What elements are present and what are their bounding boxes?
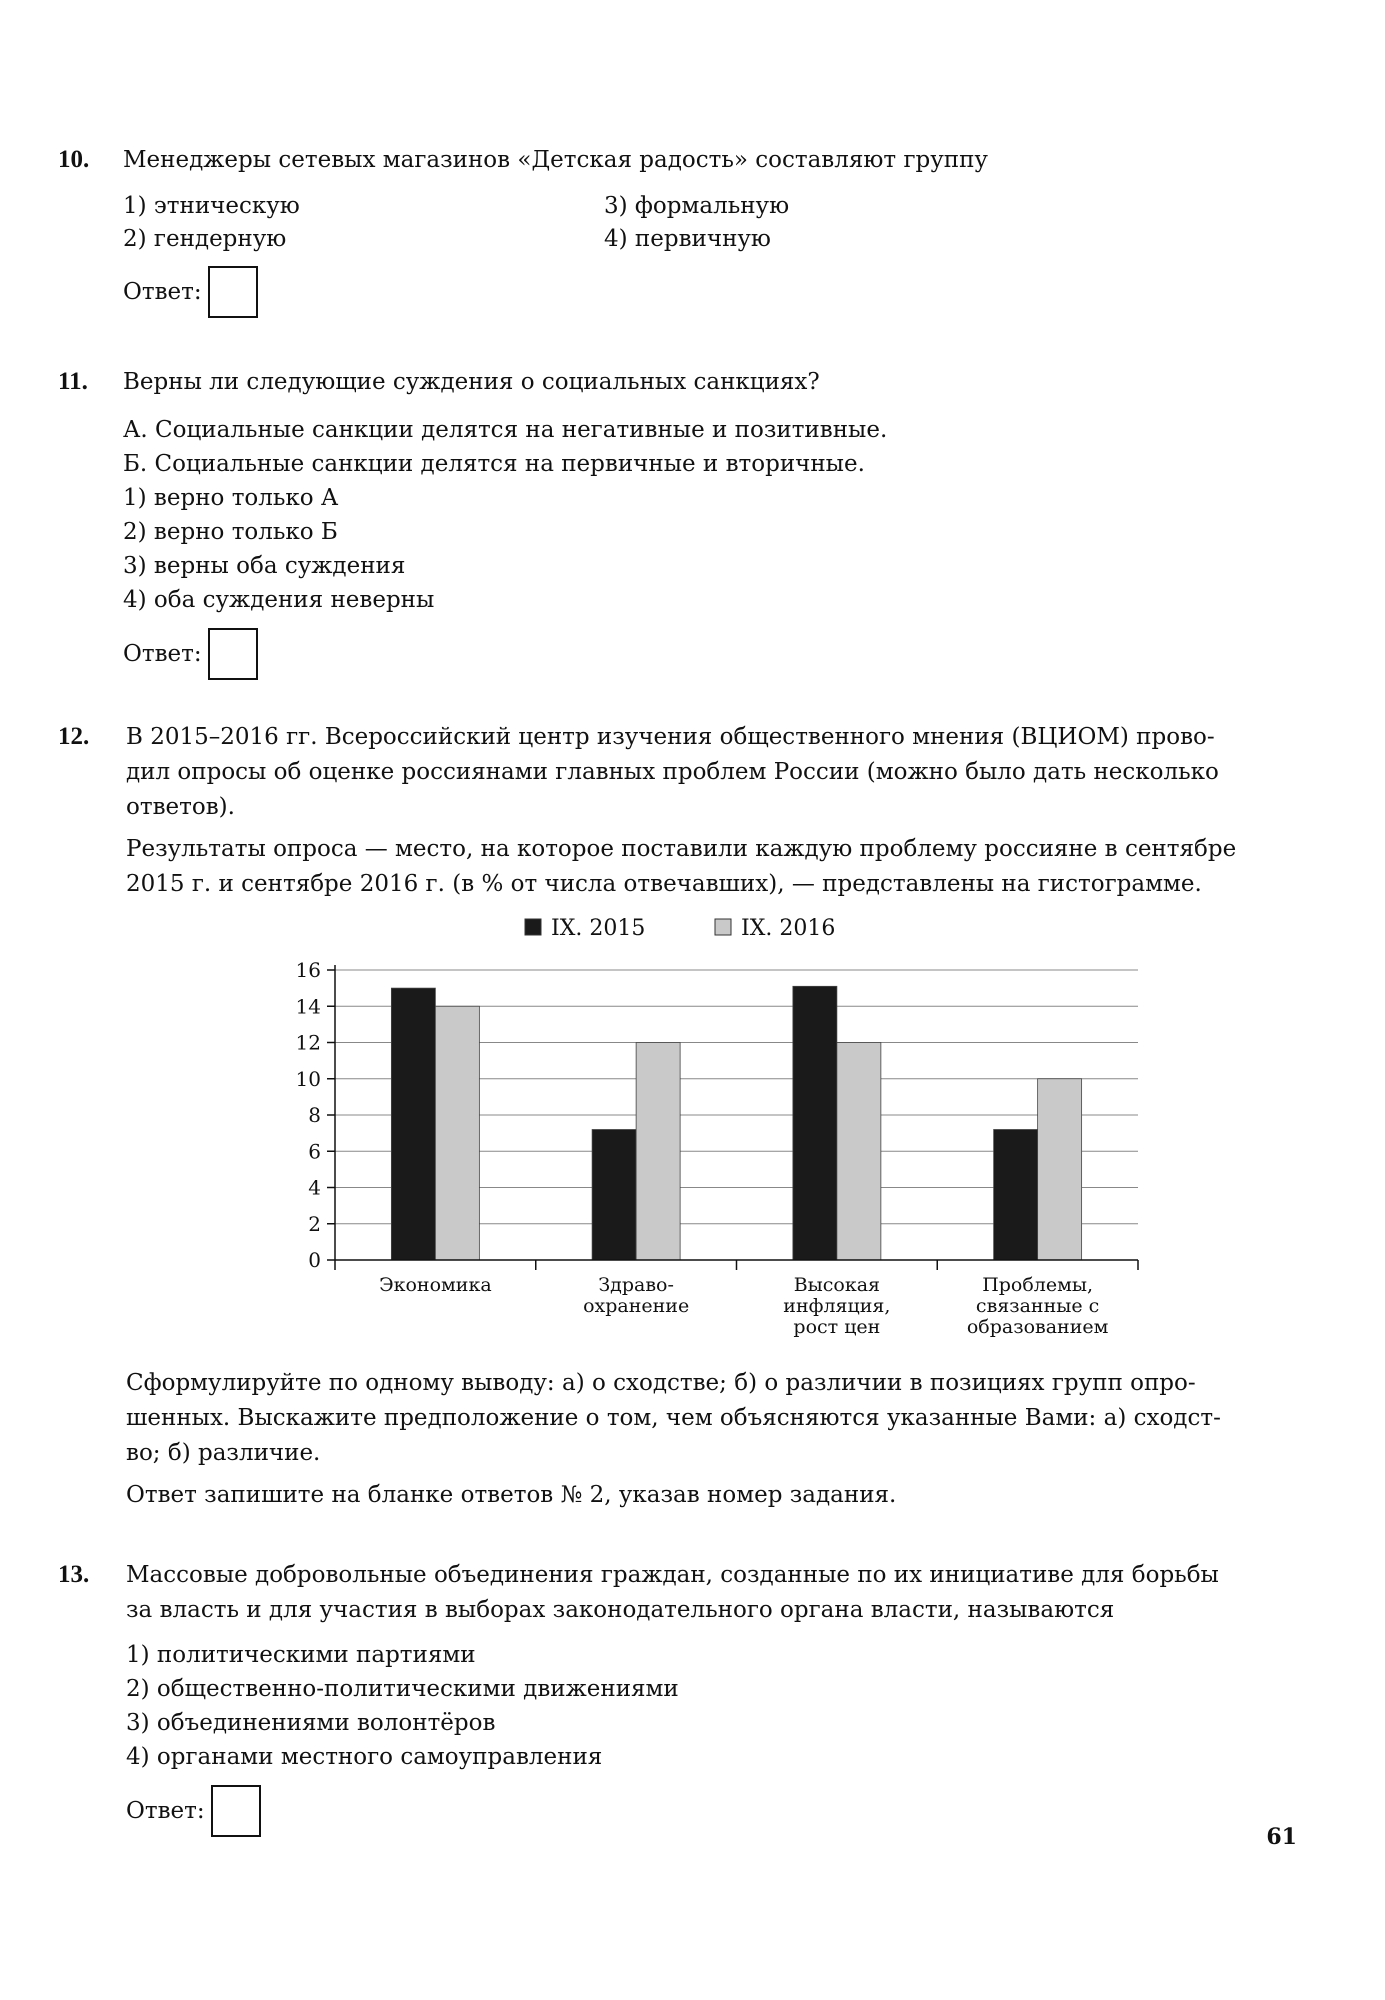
legend-label-1: IX. 2015 [551,916,646,941]
x-category-label: инфляция, [783,1295,891,1317]
q10-answer-box[interactable] [208,266,258,318]
q11-answer-box[interactable] [208,628,258,680]
legend-label-2: IX. 2016 [741,916,836,941]
q11-option-4: 4) оба суждения неверны [123,587,435,613]
x-category-label: образованием [966,1316,1109,1338]
question-12-number: 12. [58,723,90,750]
q11-option-3: 3) верны оба суждения [123,553,406,579]
q12-para2-line1: Результаты опроса — место, на которое поставили каждую проблему россияне в сентябре [126,836,1237,862]
q12-task-line1: Сформулируйте по одному выводу: а) о сходстве; б) о различии в позициях групп опро- [126,1370,1196,1396]
q10-option-3: 3) формальную [604,193,790,219]
y-tick-label: 16 [295,958,321,982]
q11-statement-a: А. Социальные санкции делятся на негативные и позитивные. [123,417,888,443]
x-category-label: рост цен [793,1316,881,1338]
question-10-number: 10. [58,146,90,173]
question-10-text: Менеджеры сетевых магазинов «Детская радость» составляют группу [123,147,988,173]
q11-answer [123,628,258,680]
q12-task-line2: шенных. Выскажите предположение о том, чем объясняются указанные Вами: а) сходст- [126,1405,1221,1431]
y-tick-label: 0 [308,1248,321,1272]
x-category-label: связанные с [975,1295,1100,1317]
question-11-text: Верны ли следующие суждения о социальных санкциях? [123,369,820,395]
x-category-label: Проблемы, [982,1274,1094,1296]
x-category-label: охранение [583,1295,690,1317]
y-tick-label: 4 [308,1175,321,1200]
q13-answer-box[interactable] [211,1785,261,1837]
q12-para2-line2: 2015 г. и сентябре 2016 г. (в % от числа отвечавших), — представлены на гистограмме. [126,871,1202,897]
x-category-label: Здраво- [598,1274,674,1296]
q13-option-2: 2) общественно-политическими движениями [126,1676,679,1702]
y-tick-label: 8 [308,1103,321,1127]
q11-answer-label: Ответ: [123,641,202,667]
q12-note: Ответ запишите на бланке ответов № 2, указав номер задания. [126,1482,897,1508]
q11-option-2: 2) верно только Б [123,519,338,545]
q10-option-4: 4) первичную [604,226,771,252]
q12-task-line3: во; б) различие. [126,1440,321,1466]
q10-answer-label: Ответ: [123,279,202,305]
question-13-number: 13. [58,1561,90,1588]
q10-answer [123,266,258,318]
bar-1-4 [994,1130,1038,1261]
q13-answer [126,1785,261,1837]
y-tick-label: 14 [295,994,321,1019]
bar-1-2 [592,1130,636,1261]
bar-2-2 [636,1043,680,1261]
legend-swatch-2 [715,919,731,935]
bar-2-1 [435,1006,479,1260]
bar-1-3 [793,986,837,1260]
q13-text-line1: Массовые добровольные объединения граждан, созданные по их инициативе для борьбы [126,1562,1219,1588]
q10-option-1: 1) этническую [123,193,300,219]
y-tick-label: 10 [295,1066,321,1091]
legend-swatch-1 [525,919,541,935]
q12-para1-line2: дил опросы об оценке россиянами главных проблем России (можно было дать несколько [126,759,1219,785]
q11-statement-b: Б. Социальные санкции делятся на первичные и вторичные. [123,451,865,477]
bar-2-3 [837,1043,881,1261]
x-category-label: Высокая [793,1274,881,1296]
q11-option-1: 1) верно только А [123,485,339,511]
q13-option-3: 3) объединениями волонтёров [126,1710,496,1736]
page-number: 61 [1266,1824,1297,1850]
q13-option-4: 4) органами местного самоуправления [126,1744,603,1770]
y-tick-label: 6 [308,1139,321,1164]
y-tick-label: 12 [295,1030,321,1055]
q13-text-line2: за власть и для участия в выборах законодательного органа власти, называются [126,1597,1115,1623]
bar-2-4 [1038,1079,1082,1260]
q13-option-1: 1) политическими партиями [126,1642,476,1668]
bar-1-1 [391,988,435,1260]
histogram-chart [270,905,1160,1345]
q10-option-2: 2) гендерную [123,226,287,252]
q12-para1-line3: ответов). [126,794,235,820]
y-tick-label: 2 [308,1211,321,1236]
x-category-label: Экономика [379,1274,492,1296]
question-11-number: 11. [58,368,88,395]
q12-para1-line1: В 2015–2016 гг. Всероссийский центр изучения общественного мнения (ВЦИОМ) прово- [126,724,1215,750]
q13-answer-label: Ответ: [126,1798,205,1824]
